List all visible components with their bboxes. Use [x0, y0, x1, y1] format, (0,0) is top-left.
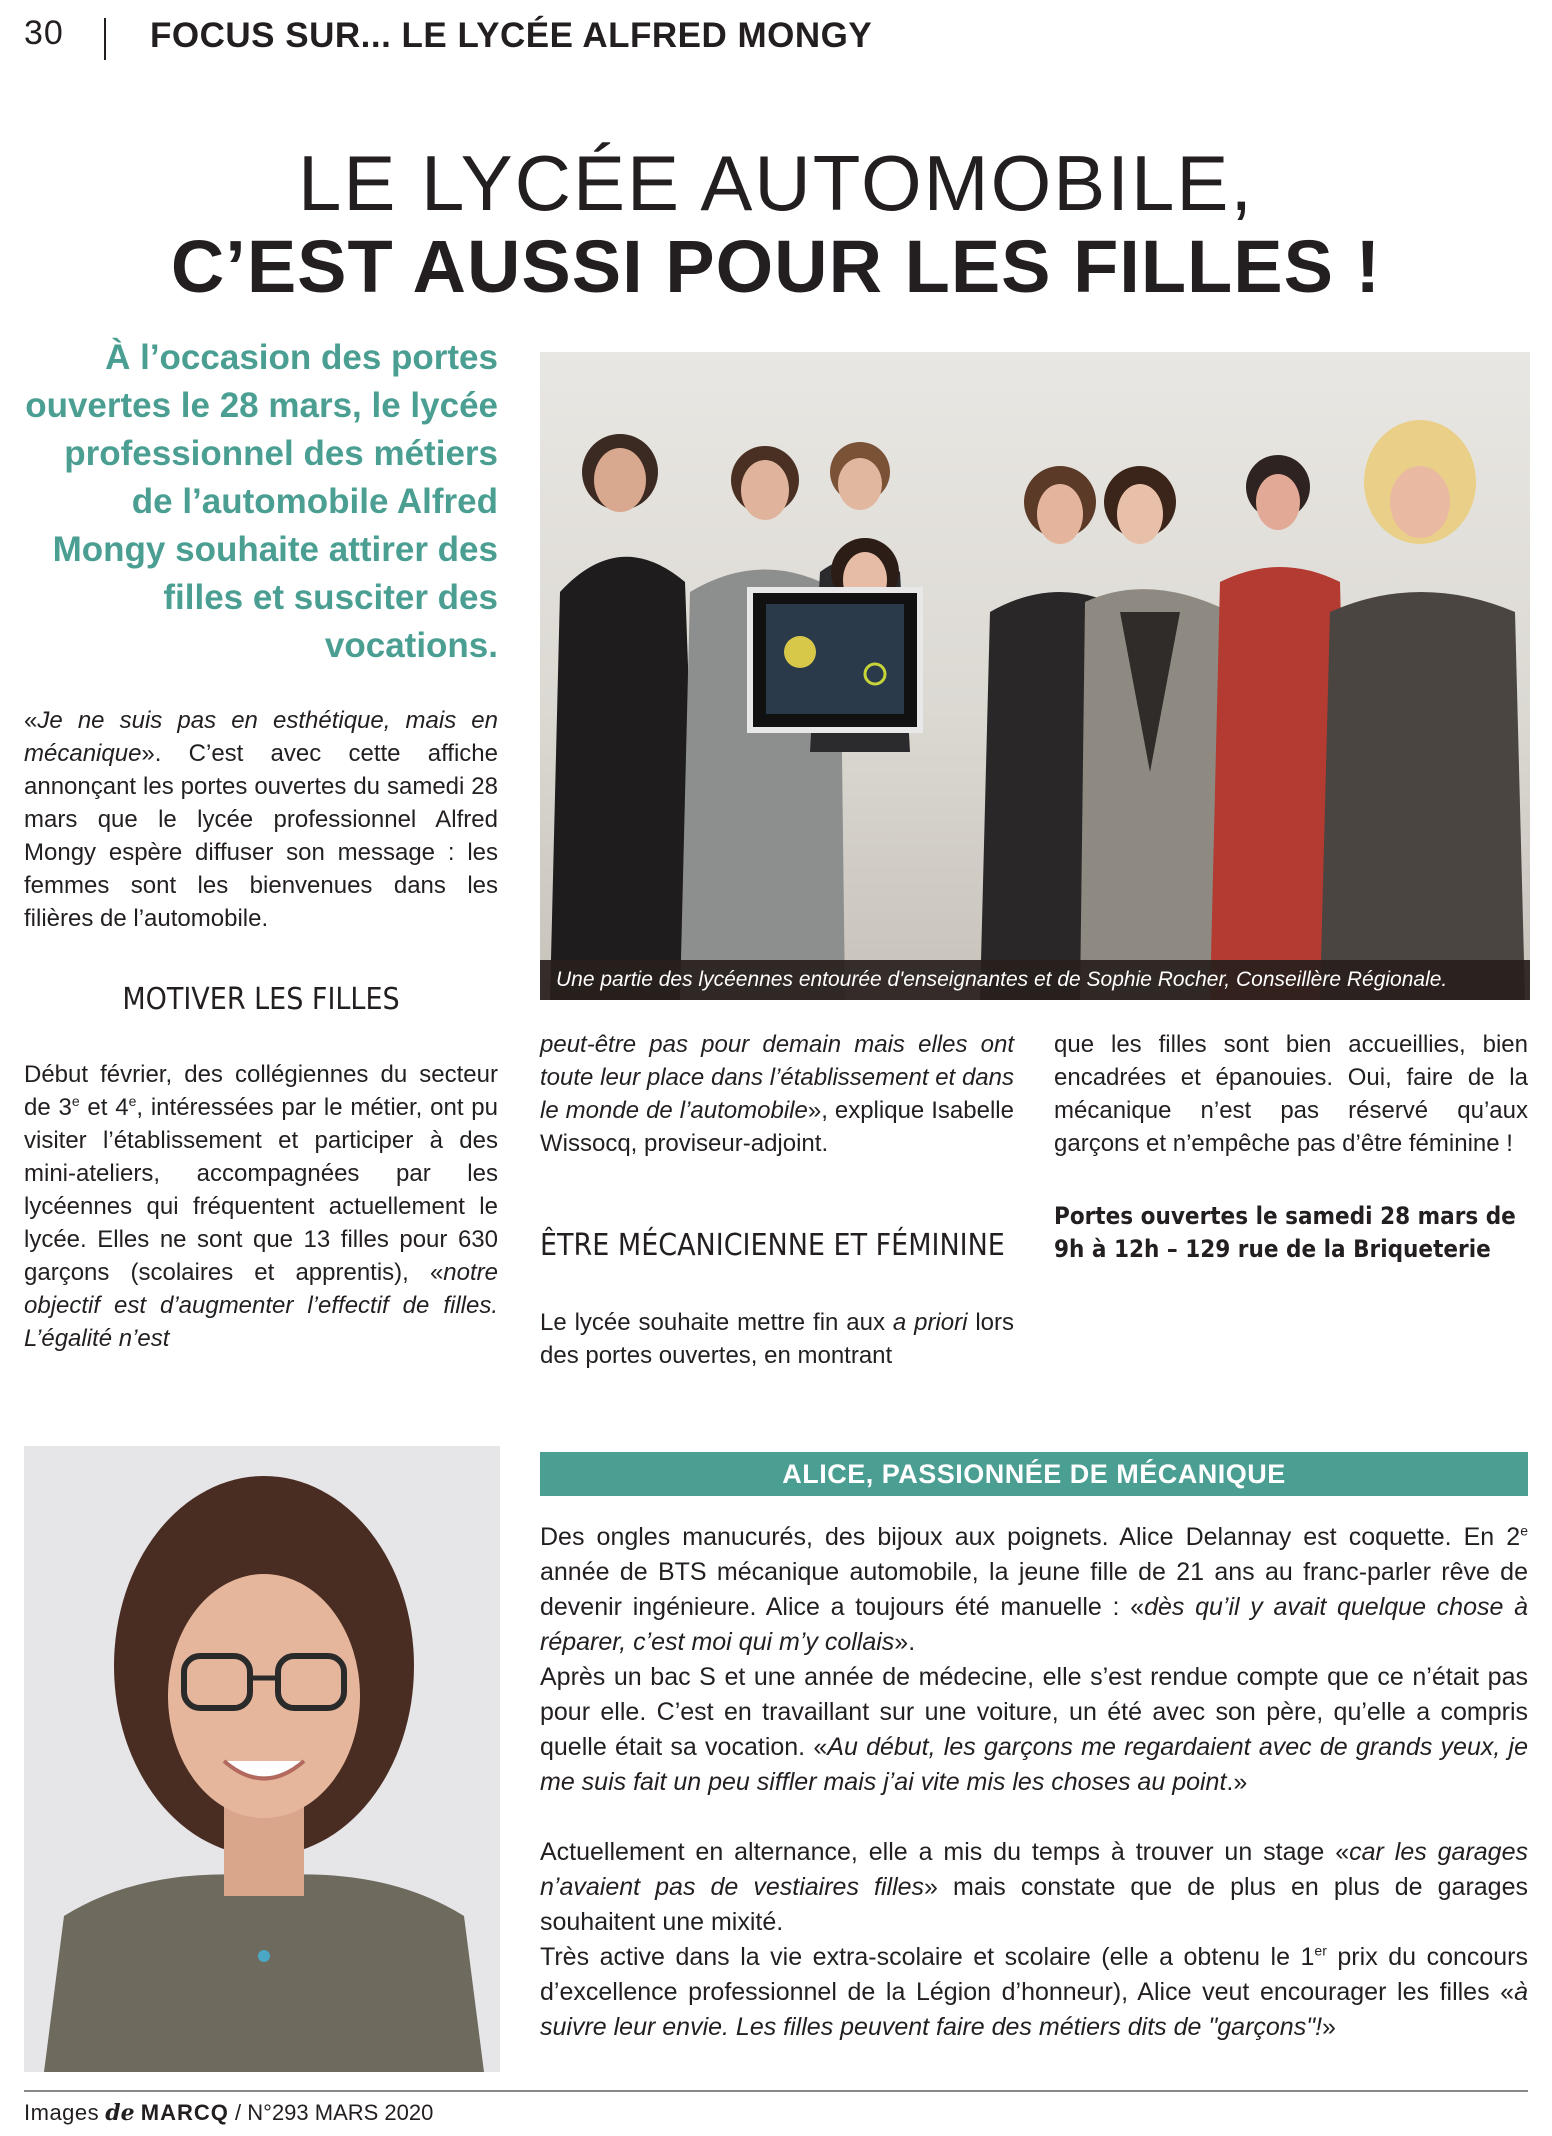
section1-paragraph: Début février, des collégiennes du secteur de 3e et 4e, intéressées par le métier, ont pu visiter l’établissement et participer à des mini-ateliers, accompagnées par les lycéennes qui fréquentent actuellement le lycée. Elles ne sont que 13 filles pour 630 garçons (scolaires et apprentis), «notre objectif est d’augmenter l’effectif de filles. L’égalité n’est [24, 1061, 498, 1352]
box-body [540, 1520, 1528, 2045]
page-number: 30 [24, 14, 64, 52]
section-title: FOCUS SUR... LE LYCÉE ALFRED MONGY [150, 16, 873, 55]
article-lead: À l’occasion des portes ouvertes le 28 mars, le lycée professionnel des métiers de l’automobile Alfred Mongy souhaite attirer des filles et susciter des vocations. [25, 338, 498, 665]
alice-portrait [24, 1446, 500, 2072]
intro-quote: Je ne suis pas en esthétique, mais en mécanique [24, 707, 498, 767]
alice-portrait-illustration [24, 1446, 500, 2072]
intro-paragraph: «Je ne suis pas en esthétique, mais en mécanique». C’est avec cette affiche annonçant les portes ouvertes du samedi 28 mars que le lycée professionnel Alfred Mongy espère diffuser son message : les femmes sont les bienvenues dans les filières de l’automobile. [24, 707, 498, 932]
footer-de: de [105, 2100, 135, 2126]
box-paragraph: Après un bac S et une année de médecine, elle s’est rendue compte que ce n’était pas pour elle. C’est en travaillant sur une voiture, un été avec son père, qu’elle a compris quelle était sa vocation. «Au début, les garçons me regardaient avec de grands yeux, je me suis fait un peu siffler mais j’ai vite mis les choses au point.» [540, 1663, 1528, 1796]
section1-continuation: peut-être pas pour demain mais elles ont toute leur place dans l’établissement et dans le monde de l’automobile», explique Isabelle Wissocq, proviseur-adjoint. [540, 1031, 1014, 1157]
box-heading: ALICE, PASSIONNÉE DE MÉCANIQUE [540, 1452, 1528, 1496]
article-title-line1: LE LYCÉE AUTOMOBILE, [297, 139, 1255, 227]
subheading-motiver: MOTIVER LES FILLES [122, 982, 400, 1017]
header-divider [104, 18, 106, 60]
box-paragraph: Des ongles manucurés, des bijoux aux poignets. Alice Delannay est coquette. En 2e année de BTS mécanique automobile, la jeune fille de 21 ans au franc-parler rêve de devenir ingénieure. Alice a toujours été manuelle : «dès qu’il y avait quelque chose à réparer, c’est moi qui m’y collais». [540, 1522, 1528, 1656]
box-paragraph: Actuellement en alternance, elle a mis du temps à trouver un stage «car les garages n’avaient pas de vestiaires filles» mais constate que de plus en plus de garages souhaitent une mixité. [540, 1838, 1528, 1936]
group-photo-illustration [540, 352, 1530, 1000]
footer-marcq: MARCQ [140, 2100, 229, 2125]
footer-issue: / N°293 MARS 2020 [235, 2100, 434, 2125]
section2-paragraph: Le lycée souhaite mettre fin aux a priori lors des portes ouvertes, en montrant [540, 1309, 1015, 1369]
box-paragraph: Très active dans la vie extra-scolaire et scolaire (elle a obtenu le 1er prix du concours d’excellence professionnel de la Légion d’honneur), Alice veut encourager les filles «à suivre leur envie. Les filles peuvent faire des métiers dits de "garçons"!» [540, 1942, 1529, 2041]
photo-caption: Une partie des lycéennes entourée d'enseignantes et de Sophie Rocher, Conseillère Régionale. [556, 968, 1448, 991]
subheading-mecanicienne: ÊTRE MÉCANICIENNE ET FÉMININE [540, 1228, 1005, 1263]
open-day-info: Portes ouvertes le samedi 28 mars de 9h à 12h – 129 rue de la Briqueterie [1054, 1202, 1516, 1263]
section2-continuation: que les filles sont bien accueillies, bien encadrées et épanouies. Oui, faire de la mécanique n’est pas réservé qu’aux garçons et n’empêche pas d’être féminine ! [1054, 1031, 1528, 1157]
footer-images: Images [24, 2100, 100, 2125]
footer-rule [24, 2090, 1528, 2092]
group-photo [540, 352, 1530, 1000]
footer [24, 2100, 433, 2126]
article-title-line2: C’EST AUSSI POUR LES FILLES ! [170, 225, 1382, 308]
intro-text: . C’est avec cette affiche annonçant les portes ouvertes du samedi 28 mars que le lycée professionnel Alfred Mongy espère diffuser son message : les femmes sont les bienvenues dans les filières de l’automobile. [24, 740, 498, 932]
